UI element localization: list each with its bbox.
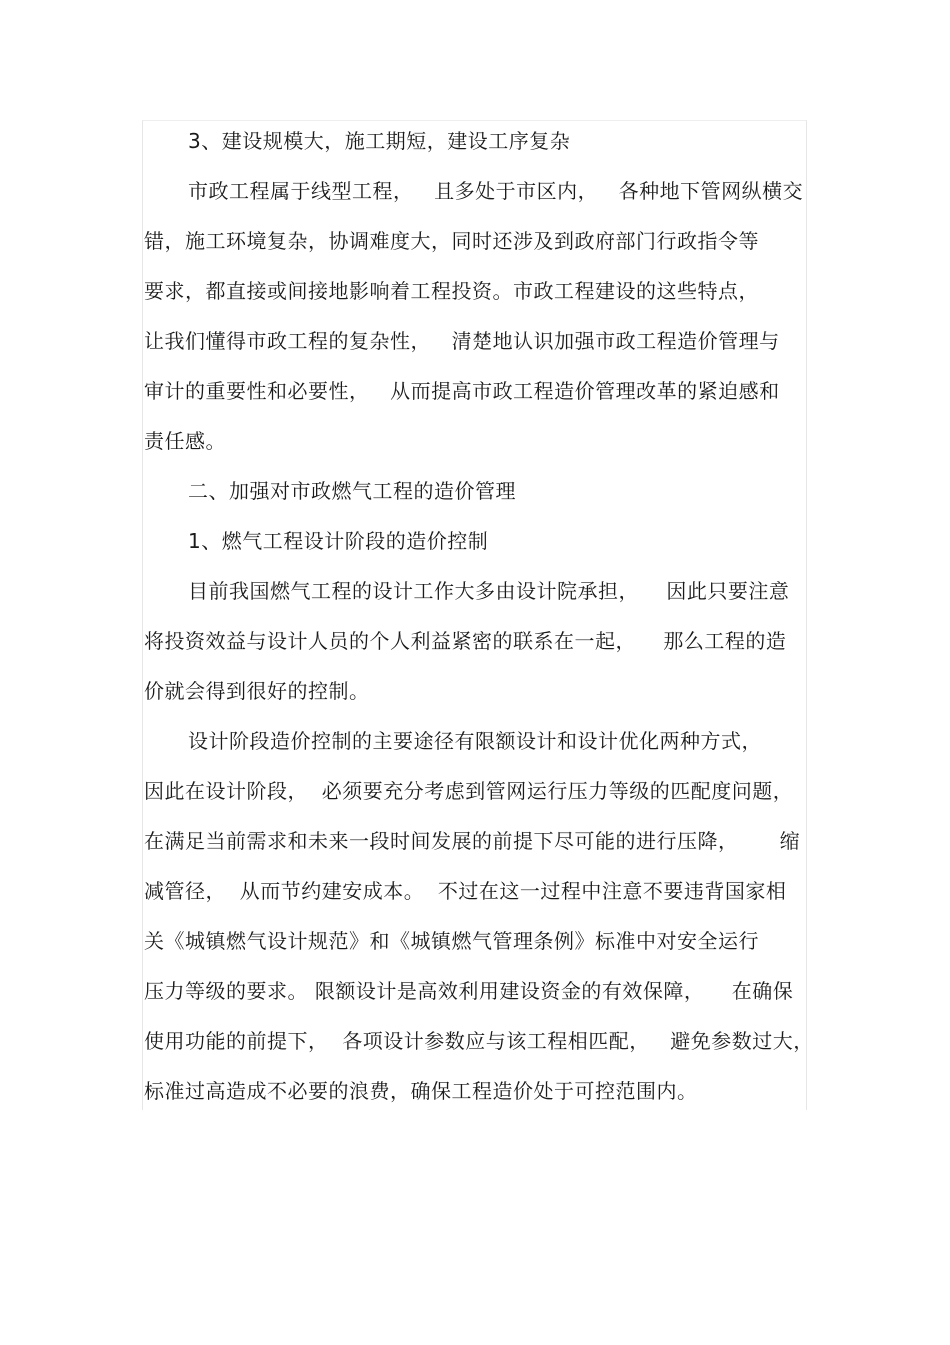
document-body	[144, 116, 814, 1116]
paragraph-line: 使用功能的前提下， 各项设计参数应与该工程相匹配， 避免参数过大，	[144, 1029, 814, 1053]
paragraph-line: 目前我国燃气工程的设计工作大多由设计院承担， 因此只要注意	[188, 579, 790, 603]
paragraph-line: 让我们懂得市政工程的复杂性， 清楚地认识加强市政工程造价管理与	[144, 329, 780, 353]
paragraph-line: 责任感。	[144, 429, 226, 453]
paragraph-line: 压力等级的要求。 限额设计是高效利用建设资金的有效保障， 在确保	[144, 979, 794, 1003]
subsection-heading: 1、燃气工程设计阶段的造价控制	[188, 529, 489, 553]
paragraph-line: 设计阶段造价控制的主要途径有限额设计和设计优化两种方式，	[188, 729, 762, 753]
paragraph-line: 错，施工环境复杂，协调难度大，同时还涉及到政府部门行政指令等	[144, 229, 759, 253]
paragraph-line: 减管径， 从而节约建安成本。 不过在这一过程中注意不要违背国家相	[144, 879, 787, 903]
paragraph-line: 关《城镇燃气设计规范》和《城镇燃气管理条例》标准中对安全运行	[144, 929, 759, 953]
paragraph-line: 市政工程属于线型工程， 且多处于市区内， 各种地下管网纵横交	[188, 179, 804, 203]
paragraph-line: 标准过高造成不必要的浪费，确保工程造价处于可控范围内。	[144, 1079, 698, 1103]
paragraph-line: 审计的重要性和必要性， 从而提高市政工程造价管理改革的紧迫感和	[144, 379, 780, 403]
paragraph-line: 在满足当前需求和未来一段时间发展的前提下尽可能的进行压降， 缩	[144, 829, 801, 853]
section-heading: 二、加强对市政燃气工程的造价管理	[188, 479, 516, 503]
paragraph-line: 价就会得到很好的控制。	[144, 679, 370, 703]
paragraph-line: 将投资效益与设计人员的个人利益紧密的联系在一起， 那么工程的造	[144, 629, 787, 653]
paragraph-line: 因此在设计阶段， 必须要充分考虑到管网运行压力等级的匹配度问题，	[144, 779, 794, 803]
paragraph-line: 要求，都直接或间接地影响着工程投资。市政工程建设的这些特点，	[144, 279, 759, 303]
heading-construction-features: 3、建设规模大，施工期短，建设工序复杂	[188, 129, 571, 153]
